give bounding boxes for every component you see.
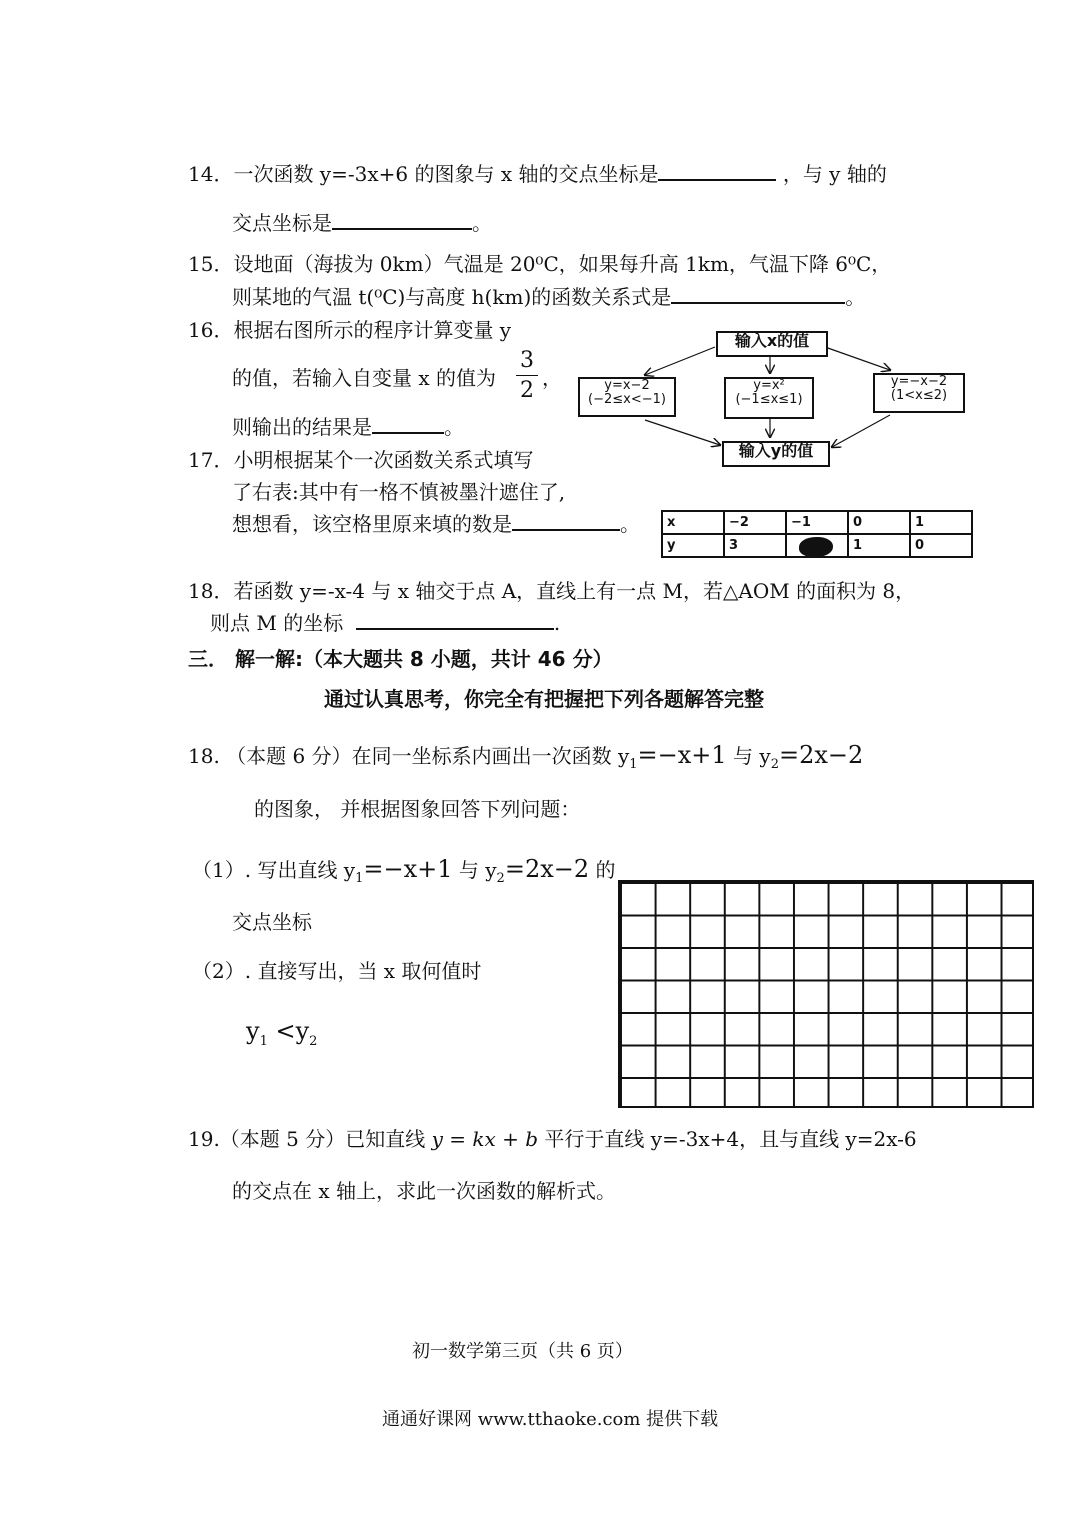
ink-blot — [799, 537, 833, 557]
table-row-y — [662, 534, 972, 557]
q15-line1: 15．设地面（海拔为 0km）气温是 20⁰C，如果每升高 1km，气温下降 6⁰C， — [188, 252, 892, 276]
table-cell: −1 — [786, 511, 848, 534]
table-cell: 3 — [724, 534, 786, 557]
table-cell: −2 — [724, 511, 786, 534]
q14-line1: 14．一次函数 y=-3x+6 的图象与 x 轴的交点坐标是 ，与 y 轴的 — [188, 162, 887, 186]
q16-line2a: 的值，若输入自变量 x 的值为 — [232, 366, 496, 390]
flow-middle-box: y=x² (−1≤x≤1) — [724, 377, 814, 419]
page-footer: 初一数学第三页（共 6 页） — [412, 1341, 633, 1362]
q19-line2: 的交点在 x 轴上，求此一次函数的解析式。 — [232, 1179, 616, 1203]
table-cell: 1 — [910, 511, 972, 534]
q17-line2: 了右表:其中有一格不慎被墨汁遮住了, — [232, 480, 566, 504]
q18-line2: 则点 M 的坐标 . — [210, 611, 561, 635]
q16-line3: 则输出的结果是 。 — [232, 415, 464, 439]
table-cell: 0 — [848, 511, 910, 534]
q17-line3: 想想看，该空格里原来填的数是 。 — [232, 512, 640, 536]
q17-line1: 17．小明根据某个一次函数关系式填写 — [188, 448, 534, 472]
q18b-line2: 的图象， 并根据图象回答下列问题： — [254, 797, 581, 821]
answer-blank[interactable] — [658, 178, 776, 181]
q14-line2: 交点坐标是 。 — [232, 211, 492, 235]
section-subheading: 通过认真思考，你完全有把握把下列各题解答完整 — [324, 687, 764, 711]
q18-line1: 18．若函数 y=-x-4 与 x 轴交于点 A，直线上有一点 M，若△AOM 的面积为 8， — [188, 579, 916, 603]
answer-blank[interactable] — [356, 627, 554, 630]
flow-output-box: 输入y的值 — [722, 441, 830, 467]
flow-left-box: y=x−2 (−2≤x<−1) — [578, 377, 676, 417]
q16-line2b: ， — [542, 366, 562, 390]
table-cell: x — [662, 511, 724, 534]
source-footer: 通通好课网 www.tthaoke.com 提供下载 — [382, 1409, 719, 1430]
q18b-line1: 18. （本题 6 分）在同一坐标系内画出一次函数 $y_1=-x+1$ 与 $y_2=2x-2$ — [188, 741, 864, 772]
ink-blot-cell — [786, 534, 848, 557]
section-heading: 三． 解一解:（本大题共 8 小题，共计 46 分） — [188, 647, 613, 671]
q16-line1: 16．根据右图所示的程序计算变量 y — [188, 318, 512, 342]
fraction-3-2: 3 2 — [516, 348, 538, 403]
value-table — [661, 510, 973, 558]
flow-input-box: 输入x的值 — [716, 331, 828, 357]
graph-grid[interactable] — [618, 880, 1034, 1108]
table-cell: y — [662, 534, 724, 557]
table-cell: 1 — [848, 534, 910, 557]
answer-blank[interactable] — [671, 301, 845, 304]
answer-blank[interactable] — [332, 227, 472, 230]
answer-blank[interactable] — [372, 431, 444, 434]
q15-line2: 则某地的气温 t(⁰C)与高度 h(km)的函数关系式是 。 — [232, 285, 866, 309]
q18b-part1: （1）. 写出直线 $y_1=-x+1$ 与 $y_2=2x-2$ 的 — [192, 855, 616, 886]
q18b-part1-cont: 交点坐标 — [232, 910, 312, 934]
answer-blank[interactable] — [512, 528, 620, 531]
q18b-part2: （2）. 直接写出，当 x 取何值时 — [192, 959, 482, 983]
table-cell: 0 — [910, 534, 972, 557]
table-row-x — [662, 511, 972, 534]
q19-line1: 19.（本题 5 分）已知直线 y = kx + b 平行于直线 y=-3x+4，且与直线 y=2x-6 — [188, 1127, 917, 1151]
q18b-inequality: $y_1 <y_2$ — [246, 1017, 318, 1049]
flow-right-box: y=−x−2 (1<x≤2) — [873, 373, 965, 413]
